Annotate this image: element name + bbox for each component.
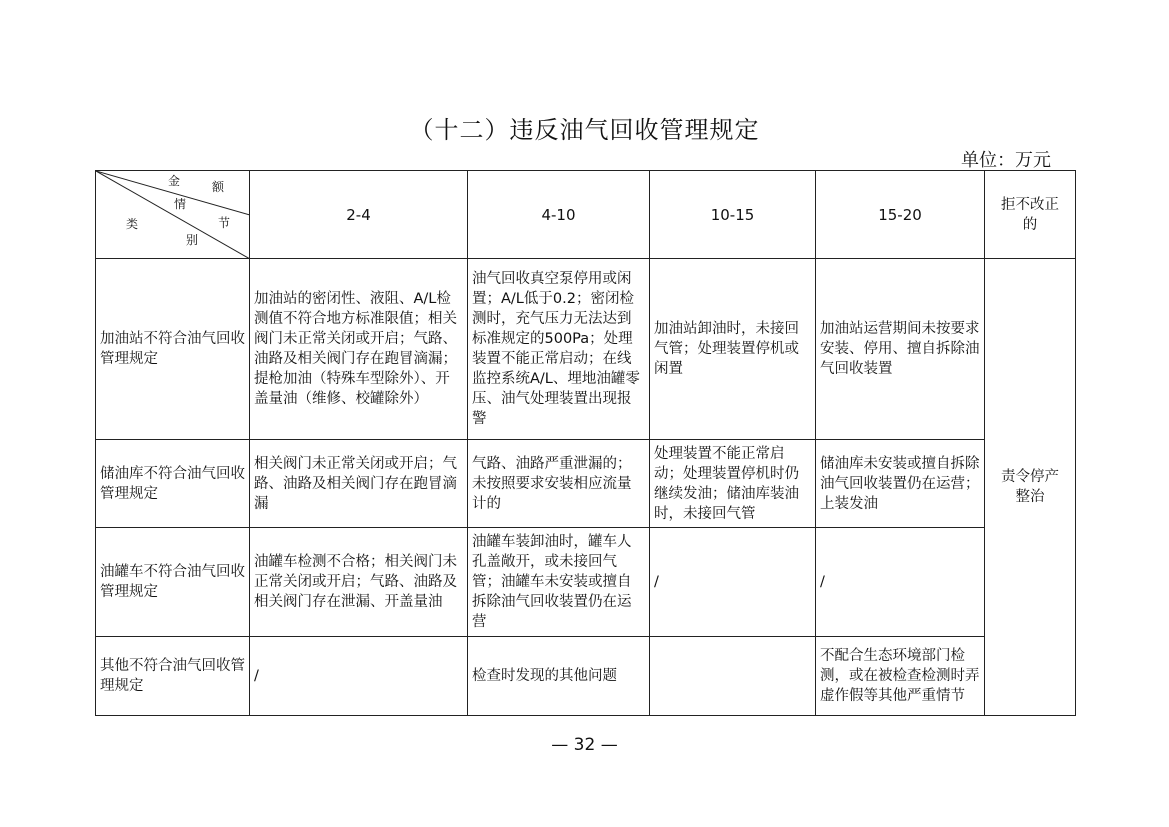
row-category: 油罐车不符合油气回收管理规定 [96,528,250,637]
corner-circumstance-2: 节 [218,216,231,230]
table-cell: 加油站运营期间未按要求安装、停用、擅自拆除油气回收装置 [816,259,985,440]
table-cell: / [650,528,816,637]
header-range-15-20: 15-20 [816,171,985,259]
page-number: — 32 — [551,735,618,755]
header-refuse [985,171,1076,259]
page-title: （十二）违反油气回收管理规定 [409,116,760,144]
table-cell: 气路、油路严重泄漏的；未按照要求安装相应流量计的 [468,440,650,528]
corner-amount-1: 金 [168,174,181,188]
header-range-2-4: 2-4 [250,171,468,259]
corner-header-cell [96,171,250,259]
table-cell: 不配合生态环境部门检测，或在被检查检测时弄虚作假等其他严重情节 [816,637,985,716]
penalty-cell [985,259,1076,716]
table-row [96,259,1076,440]
penalty-text: 责令停产整治 [1001,469,1059,505]
table-row [96,637,1076,716]
corner-amount-2: 额 [212,180,225,194]
table-cell: 加油站卸油时，未接回气管；处理装置停机或闲置 [650,259,816,440]
row-category: 储油库不符合油气回收管理规定 [96,440,250,528]
table-cell: 油气回收真空泵停用或闲置；A/L低于0.2；密闭检测时，充气压力无法达到标准规定的500Pa；处理装置不能正常启动；在线监控系统A/L、埋地油罐零压、油气处理装置出现报警 [468,259,650,440]
unit-label: 单位：万元 [961,150,1051,171]
table-cell: 加油站的密闭性、液阻、A/L检测值不符合地方标准限值；相关阀门未正常关闭或开启；气路、油路及相关阀门存在跑冒滴漏；提枪加油（特殊车型除外）、开盖量油（维修、校罐除外） [250,259,468,440]
row-category: 其他不符合油气回收管理规定 [96,637,250,716]
penalty-table [95,170,1076,716]
corner-circumstance-1: 情 [174,197,187,211]
corner-category-2: 别 [186,233,199,247]
table-cell: 处理装置不能正常启动；处理装置停机时仍继续发油；储油库装油时，未接回气管 [650,440,816,528]
table-cell: 检查时发现的其他问题 [468,637,650,716]
table-cell: 油罐车检测不合格；相关阀门未正常关闭或开启；气路、油路及相关阀门存在泄漏、开盖量油 [250,528,468,637]
table-cell [650,637,816,716]
corner-category-1: 类 [126,217,139,231]
header-range-4-10: 4-10 [468,171,650,259]
header-row [96,171,1076,259]
header-refuse-text: 拒不改正的 [1001,196,1059,233]
row-category: 加油站不符合油气回收管理规定 [96,259,250,440]
table-row [96,528,1076,637]
table-cell: 储油库未安装或擅自拆除油气回收装置仍在运营；上装发油 [816,440,985,528]
table-cell: / [816,528,985,637]
table-row [96,440,1076,528]
table-cell: 相关阀门未正常关闭或开启；气路、油路及相关阀门存在跑冒滴漏 [250,440,468,528]
table-cell: 油罐车装卸油时，罐车人孔盖敞开，或未接回气管；油罐车未安装或擅自拆除油气回收装置仍在运营 [468,528,650,637]
table-cell: / [250,637,468,716]
header-range-10-15: 10-15 [650,171,816,259]
